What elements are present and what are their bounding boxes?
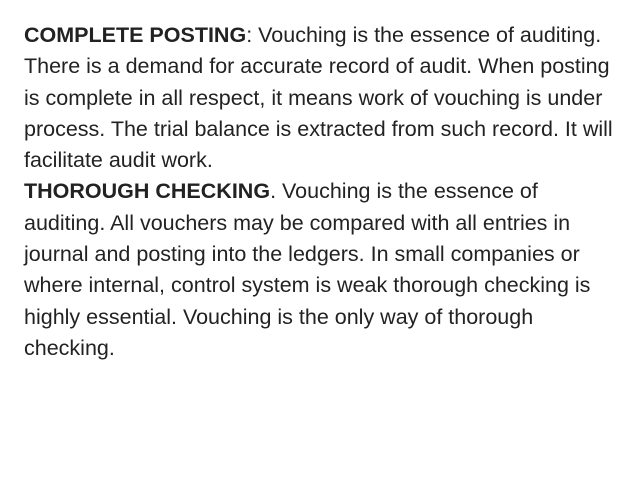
document-body: [24, 20, 624, 364]
paragraph-complete-posting: [24, 20, 624, 176]
section-heading: COMPLETE POSTING: [24, 23, 247, 47]
section-heading: THOROUGH CHECKING: [24, 179, 271, 204]
heading-separator: :: [246, 23, 253, 47]
section-body-text: Vouching is the essence of auditing. There is a demand for accurate record of audit. When posting is complete in all respect, it means work of vouching is under process. The trial balance is extracted from such record. It will facilitate audit work.: [24, 23, 613, 173]
heading-separator: .: [270, 179, 277, 204]
section-body-text: Vouching is the essence of auditing. All vouchers may be compared with all entries in journal and posting into the ledgers. In small companies or where internal, control system is weak thorough checking is highly essential. Vouching is the only way of thorough checking.: [24, 179, 591, 360]
paragraph-thorough-checking: [24, 176, 624, 364]
